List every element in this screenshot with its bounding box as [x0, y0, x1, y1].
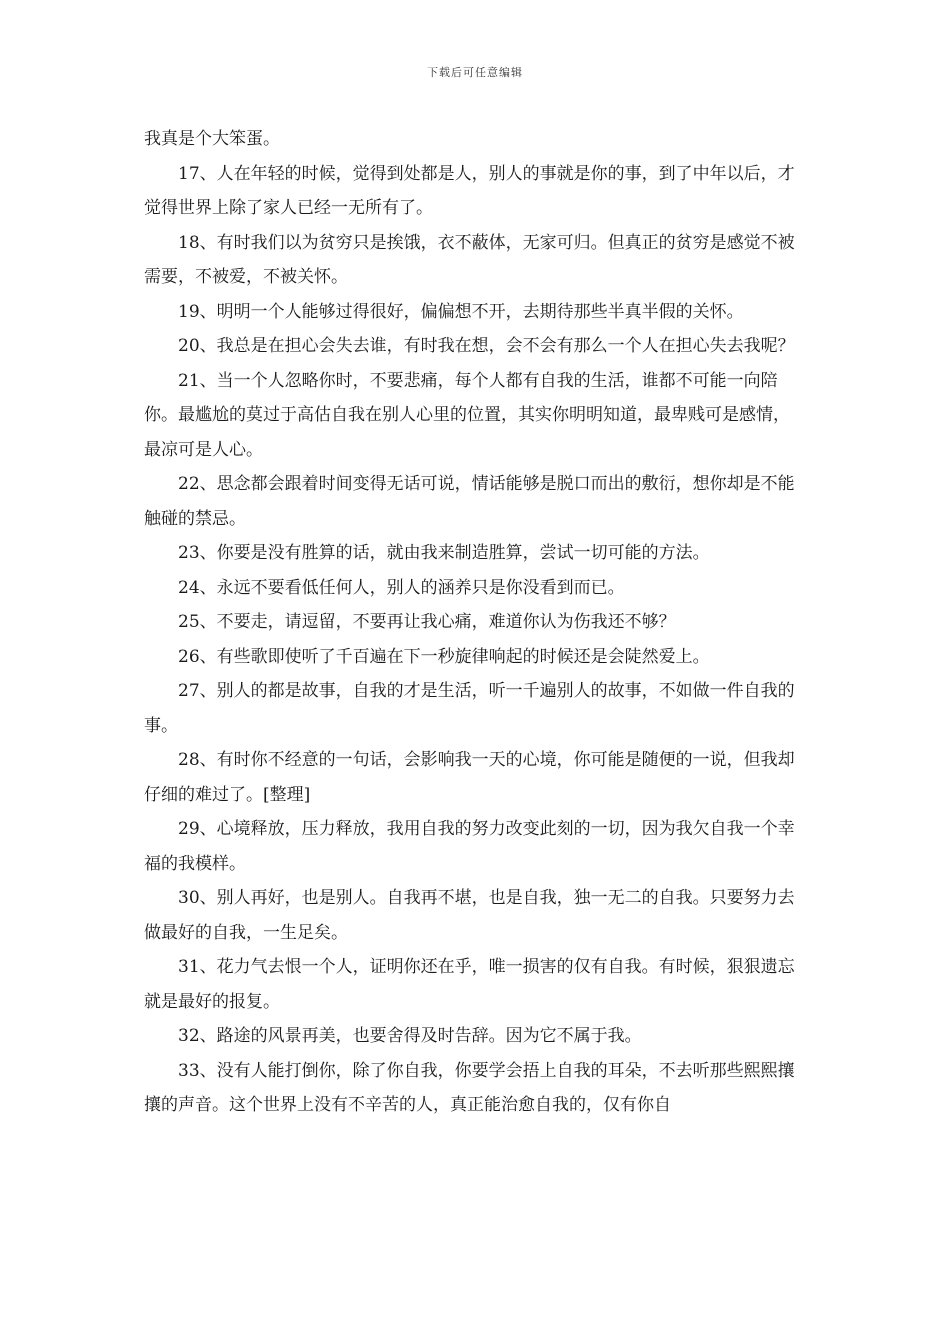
- paragraph: 23、你要是没有胜算的话，就由我来制造胜算，尝试一切可能的方法。: [178, 543, 710, 563]
- paragraph: 18、有时我们以为贫穷只是挨饿，衣不蔽体，无家可归。但真正的贫穷是感觉不被需要，不被爱，不被关怀。: [144, 232, 795, 287]
- paragraph: 28、有时你不经意的一句话，会影响我一天的心境，你可能是随便的一说，但我却仔细的难过了。[整理]: [144, 750, 795, 805]
- paragraph: 22、思念都会跟着时间变得无话可说，情话能够是脱口而出的敷衍，想你却是不能触碰的禁忌。: [144, 474, 795, 529]
- paragraph: 我真是个大笨蛋。: [144, 129, 280, 149]
- paragraph: 21、当一个人忽略你时，不要悲痛，每个人都有自我的生活，谁都不可能一向陪你。最尴尬的莫过于高估自我在别人心里的位置，其实你明明知道，最卑贱可是感情，最凉可是人心。: [144, 370, 790, 460]
- paragraph: 33、没有人能打倒你，除了你自我，你要学会捂上自我的耳朵，不去听那些熙熙攘攘的声音。这个世界上没有不辛苦的人，真正能治愈自我的，仅有你自: [144, 1060, 795, 1115]
- paragraph: 27、别人的都是故事，自我的才是生活，听一千遍别人的故事，不如做一件自我的事。: [144, 681, 795, 736]
- paragraph: 24、永远不要看低任何人，别人的涵养只是你没看到而已。: [178, 577, 625, 598]
- paragraph: 20、我总是在担心会失去谁，有时我在想，会不会有那么一个人在担心失去我呢？: [178, 336, 795, 356]
- paragraph: 19、明明一个人能够过得很好，偏偏想不开，去期待那些半真半假的关怀。: [178, 301, 744, 322]
- paragraph: 31、花力气去恨一个人，证明你还在乎，唯一损害的仅有自我。有时候，狠狠遗忘就是最好的报复。: [144, 957, 795, 1012]
- paragraph: 29、心境释放，压力释放，我用自我的努力改变此刻的一切，因为我欠自我一个幸福的我模样。: [144, 819, 795, 874]
- paragraph: 30、别人再好，也是别人。自我再不堪，也是自我，独一无二的自我。只要努力去做最好的自我，一生足矣。: [144, 888, 795, 943]
- paragraph: 32、路途的风景再美，也要舍得及时告辞。因为它不属于我。: [178, 1026, 642, 1046]
- paragraph: 26、有些歌即使听了千百遍在下一秒旋律响起的时候还是会陡然爱上。: [178, 646, 710, 667]
- page-header: 下载后可任意编辑: [427, 66, 523, 79]
- document-body: [144, 122, 806, 1123]
- paragraph: 25、不要走，请逗留，不要再让我心痛，难道你认为伤我还不够？: [178, 612, 676, 632]
- paragraph: 17、人在年轻的时候，觉得到处都是人，别人的事就是你的事，到了中年以后，才觉得世界上除了家人已经一无所有了。: [144, 163, 795, 218]
